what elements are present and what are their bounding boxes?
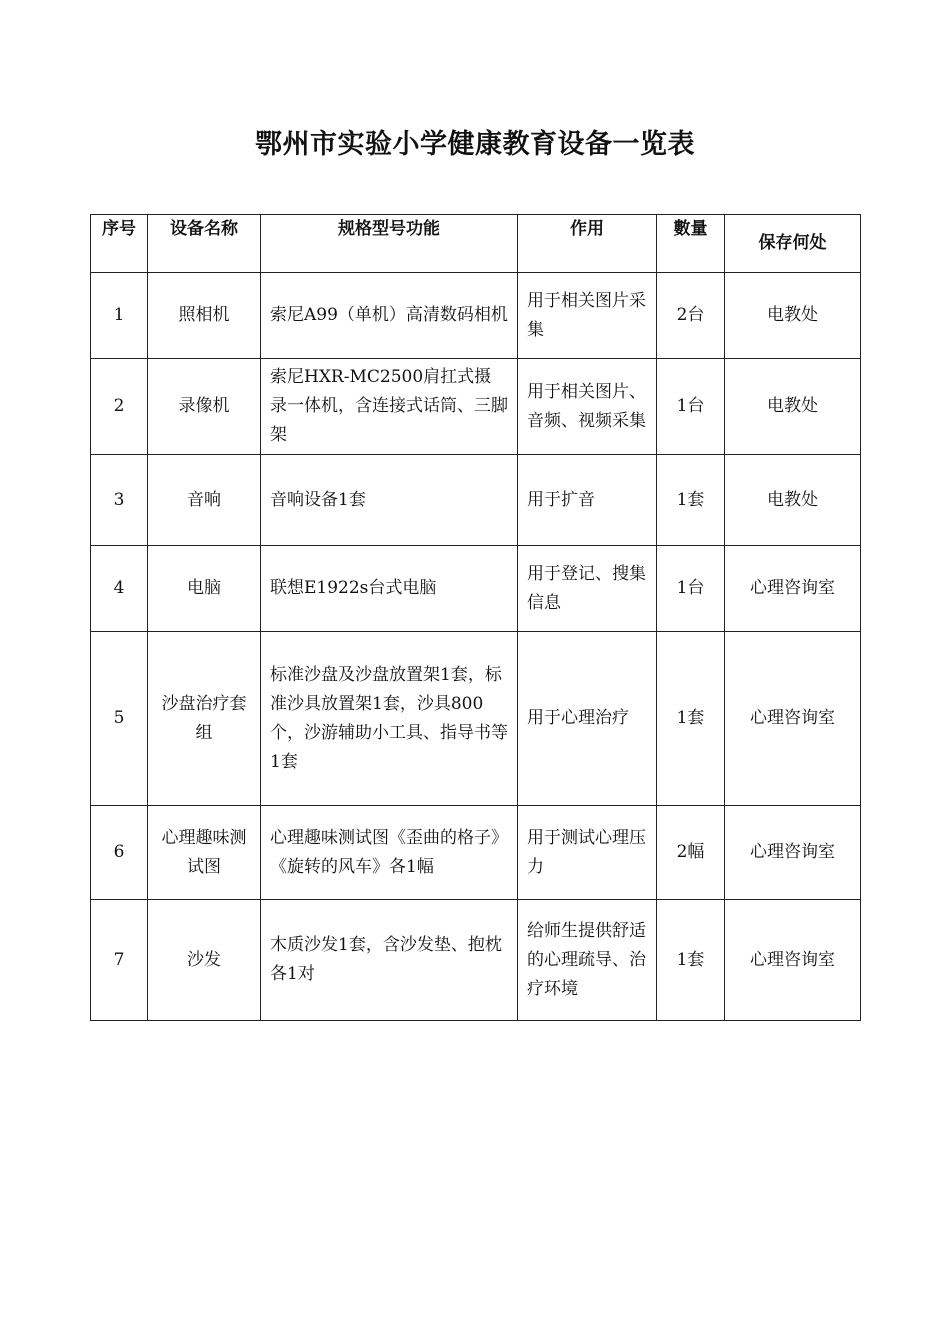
cell-spec: 联想E1922s台式电脑 <box>261 546 518 632</box>
cell-qty: 1套 <box>657 900 725 1021</box>
cell-spec: 心理趣味测试图《歪曲的格子》《旋转的风车》各1幅 <box>261 806 518 900</box>
cell-qty: 1套 <box>657 632 725 806</box>
cell-use: 用于测试心理压力 <box>518 806 657 900</box>
cell-place: 心理咨询室 <box>725 806 861 900</box>
header-qty: 數量 <box>657 215 725 273</box>
equipment-table <box>90 214 861 1021</box>
table-row <box>91 900 861 1021</box>
cell-place: 电教处 <box>725 359 861 455</box>
cell-use: 用于登记、搜集信息 <box>518 546 657 632</box>
cell-use: 给师生提供舒适的心理疏导、治疗环境 <box>518 900 657 1021</box>
cell-use: 用于相关图片、音频、视频采集 <box>518 359 657 455</box>
cell-spec: 木质沙发1套，含沙发垫、抱枕各1对 <box>261 900 518 1021</box>
cell-qty: 1套 <box>657 455 725 546</box>
cell-spec: 索尼A99（单机）高清数码相机 <box>261 273 518 359</box>
cell-no: 5 <box>91 632 148 806</box>
cell-qty: 2幅 <box>657 806 725 900</box>
cell-spec: 索尼HXR-MC2500肩扛式摄录一体机，含连接式话筒、三脚架 <box>261 359 518 455</box>
table-row <box>91 273 861 359</box>
header-no: 序号 <box>91 215 148 273</box>
cell-place: 电教处 <box>725 273 861 359</box>
header-name: 设备名称 <box>148 215 261 273</box>
cell-no: 4 <box>91 546 148 632</box>
header-spec: 规格型号功能 <box>261 215 518 273</box>
cell-no: 3 <box>91 455 148 546</box>
cell-no: 6 <box>91 806 148 900</box>
table-row <box>91 806 861 900</box>
cell-name: 录像机 <box>148 359 261 455</box>
cell-name: 电脑 <box>148 546 261 632</box>
header-place: 保存何处 <box>725 215 861 273</box>
cell-place: 电教处 <box>725 455 861 546</box>
cell-name: 照相机 <box>148 273 261 359</box>
cell-use: 用于相关图片采集 <box>518 273 657 359</box>
cell-use: 用于心理治疗 <box>518 632 657 806</box>
cell-qty: 2台 <box>657 273 725 359</box>
cell-spec: 标准沙盘及沙盘放置架1套，标准沙具放置架1套，沙具800个，沙游辅助小工具、指导书等1套 <box>261 632 518 806</box>
cell-use: 用于扩音 <box>518 455 657 546</box>
cell-place: 心理咨询室 <box>725 632 861 806</box>
cell-no: 7 <box>91 900 148 1021</box>
cell-spec: 音响设备1套 <box>261 455 518 546</box>
table-row <box>91 455 861 546</box>
cell-name: 心理趣味测试图 <box>148 806 261 900</box>
header-use: 作用 <box>518 215 657 273</box>
cell-name: 音响 <box>148 455 261 546</box>
table-row <box>91 632 861 806</box>
table-header-row <box>91 215 861 273</box>
cell-name: 沙盘治疗套组 <box>148 632 261 806</box>
cell-no: 2 <box>91 359 148 455</box>
page-title: 鄂州市实验小学健康教育设备一览表 <box>255 129 695 160</box>
cell-name: 沙发 <box>148 900 261 1021</box>
cell-place: 心理咨询室 <box>725 546 861 632</box>
cell-qty: 1台 <box>657 359 725 455</box>
cell-no: 1 <box>91 273 148 359</box>
cell-qty: 1台 <box>657 546 725 632</box>
table-row <box>91 546 861 632</box>
cell-place: 心理咨询室 <box>725 900 861 1021</box>
table-row <box>91 359 861 455</box>
